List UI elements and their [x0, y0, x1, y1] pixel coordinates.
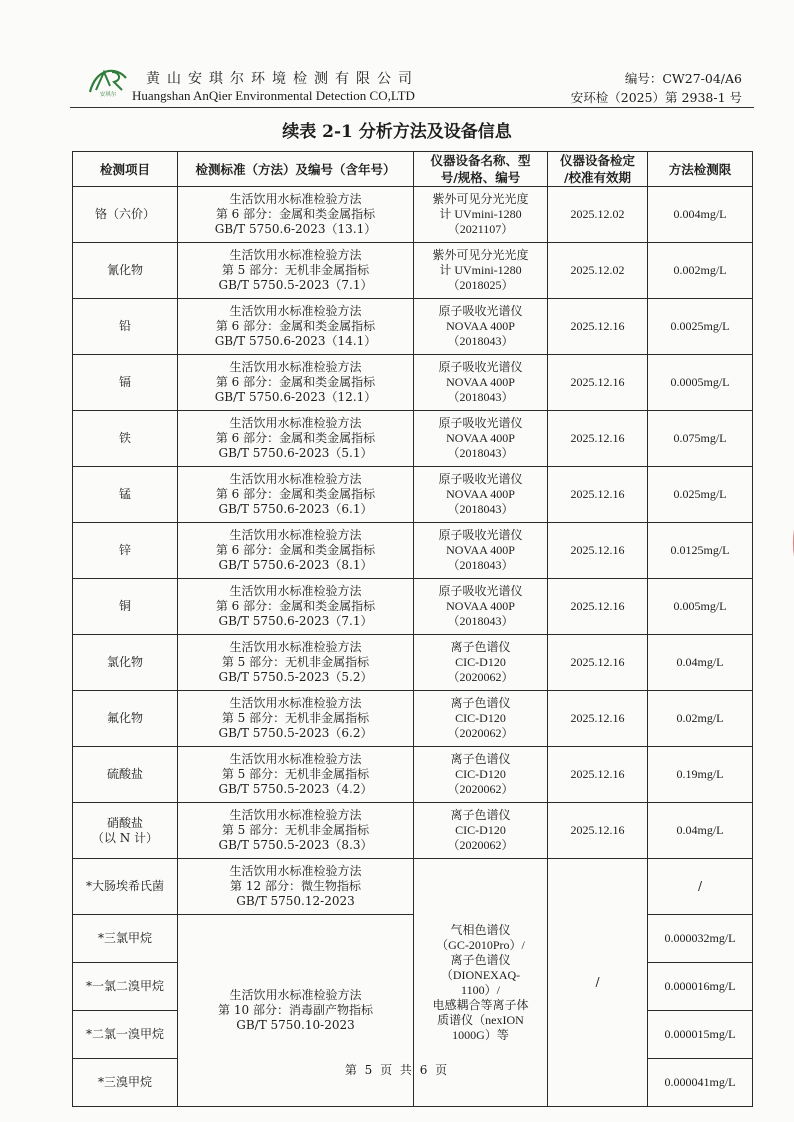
- cell-line: 第 12 部分：微生物指标: [230, 879, 361, 893]
- cell-line: 原子吸收光谱仪: [438, 584, 523, 598]
- svg-text:安琪尔: 安琪尔: [99, 92, 117, 98]
- cell-line: GB/T 5750.6-2023（6.1）: [218, 502, 373, 516]
- cell-line: 生活饮用水标准检验方法: [229, 864, 362, 878]
- cell-line: 第 6 部分：金属和类金属指标: [215, 207, 376, 221]
- cell-limit: 0.04mg/L: [648, 803, 753, 859]
- cell-line: （GC-2010Pro）/: [436, 937, 525, 952]
- table-title: 续表 2-1 分析方法及设备信息: [282, 122, 512, 142]
- cell-line: 第 6 部分：金属和类金属指标: [215, 319, 376, 333]
- cell-line: NOVAA 400P: [446, 319, 515, 333]
- cell-calibration: 2025.12.16: [548, 579, 648, 635]
- table-row: [73, 691, 753, 747]
- header-calibration: [548, 152, 648, 187]
- cell-line: 铜: [118, 599, 131, 613]
- cell-line: NOVAA 400P: [446, 543, 515, 557]
- cell-line: 原子吸收光谱仪: [438, 360, 523, 374]
- cell-instrument: [414, 467, 548, 523]
- cell-line: （2018043）: [447, 558, 514, 572]
- cell-line: CIC-D120: [455, 711, 506, 725]
- cell-line: GB/T 5750.6-2023（13.1）: [214, 222, 377, 236]
- cell-line: 氟化物: [106, 711, 143, 725]
- cell-line: 生活饮用水标准检验方法: [229, 360, 362, 374]
- cell-limit: 0.075mg/L: [648, 411, 753, 467]
- cell-line: NOVAA 400P: [446, 487, 515, 501]
- cell-line: （2018043）: [447, 390, 514, 404]
- header-item: 检测项目: [73, 152, 178, 187]
- company-name-cn: 黄山安琪尔环境检测有限公司: [146, 71, 419, 87]
- cell-line: 第 5 部分：无机非金属指标: [221, 655, 370, 669]
- cell-limit: 0.0025mg/L: [648, 299, 753, 355]
- table-row: [73, 411, 753, 467]
- cell-limit: 0.000041mg/L: [648, 1059, 753, 1107]
- cell-line: 1100）/: [461, 982, 500, 997]
- table-row: [73, 859, 753, 915]
- cell-line: 离子色谱仪: [450, 696, 511, 710]
- table-row: [73, 579, 753, 635]
- cell-line: CIC-D120: [455, 823, 506, 837]
- cell-line: 电感耦合等离子体: [432, 997, 529, 1012]
- cell-line: 原子吸收光谱仪: [438, 416, 523, 430]
- cell-line: 第 5 部分：无机非金属指标: [221, 767, 370, 781]
- cell-line: NOVAA 400P: [446, 431, 515, 445]
- cell-line: （2018043）: [447, 334, 514, 348]
- header-divider: [70, 107, 754, 108]
- cell-line: GB/T 5750.10-2023: [236, 1018, 355, 1032]
- cell-instrument: [414, 187, 548, 243]
- page-footer: 第 5 页 共 6 页: [344, 1063, 450, 1077]
- cell-line: （2018043）: [447, 502, 514, 516]
- cell-item: *大肠埃希氏菌: [73, 859, 178, 915]
- cell-standard: [178, 859, 414, 915]
- cell-instrument: [414, 579, 548, 635]
- cell-limit: 0.000016mg/L: [648, 963, 753, 1011]
- cell-line: GB/T 5750.6-2023（12.1）: [214, 390, 377, 404]
- cell-line: 生活饮用水标准检验方法: [229, 248, 362, 262]
- cell-item: *三溴甲烷: [73, 1059, 178, 1107]
- cell-limit: 0.000032mg/L: [648, 915, 753, 963]
- cell-item: [73, 523, 178, 579]
- table-row: [73, 803, 753, 859]
- table-row: [73, 747, 753, 803]
- cell-line: 硝酸盐: [106, 815, 143, 830]
- cell-line: 仪器设备检定: [559, 153, 635, 168]
- cell-line: 第 5 部分：无机非金属指标: [221, 823, 370, 837]
- cell-line: 第 5 部分：无机非金属指标: [221, 711, 370, 725]
- cell-line: 生活饮用水标准检验方法: [229, 988, 362, 1002]
- cell-line: 原子吸收光谱仪: [438, 472, 523, 486]
- cell-line: 铅: [118, 319, 131, 333]
- cell-line: 离子色谱仪: [450, 640, 511, 654]
- cell-standard: [178, 747, 414, 803]
- cell-standard: [178, 243, 414, 299]
- cell-limit: 0.000015mg/L: [648, 1011, 753, 1059]
- cell-line: 镉: [118, 375, 131, 389]
- page-header: [0, 0, 794, 150]
- cell-standard: [178, 523, 414, 579]
- cell-item: [73, 579, 178, 635]
- cell-line: GB/T 5750.5-2023（4.2）: [218, 782, 373, 796]
- table-row: [73, 355, 753, 411]
- table-row: [73, 243, 753, 299]
- table-row: [73, 915, 753, 963]
- cell-calibration: 2025.12.16: [548, 635, 648, 691]
- cell-item: [73, 355, 178, 411]
- cell-standard: [178, 467, 414, 523]
- cell-instrument: [414, 411, 548, 467]
- table-row: [73, 523, 753, 579]
- report-number: 安环检（2025）第 2938-1 号: [570, 90, 742, 105]
- cell-calibration: 2025.12.02: [548, 187, 648, 243]
- cell-instrument: [414, 691, 548, 747]
- cell-line: CIC-D120: [455, 655, 506, 669]
- cell-line: 氯化物: [106, 655, 143, 669]
- cell-line: 计 UVmini-1280: [439, 207, 522, 221]
- cell-line: GB/T 5750.5-2023（6.2）: [218, 726, 373, 740]
- cell-line: （2020062）: [447, 726, 514, 740]
- cell-limit: 0.0005mg/L: [648, 355, 753, 411]
- cell-line: 气相色谱仪: [450, 922, 511, 937]
- cell-item: [73, 635, 178, 691]
- cell-line: （2020062）: [447, 838, 514, 852]
- cell-calibration: 2025.12.16: [548, 355, 648, 411]
- cell-line: 生活饮用水标准检验方法: [229, 808, 362, 822]
- cell-line: 氰化物: [106, 263, 143, 277]
- cell-instrument: [414, 803, 548, 859]
- cell-line: 原子吸收光谱仪: [438, 304, 523, 318]
- cell-line: 第 10 部分：消毒副产物指标: [218, 1003, 373, 1017]
- cell-item: [73, 691, 178, 747]
- cell-line: 离子色谱仪: [450, 752, 511, 766]
- cell-line: GB/T 5750.5-2023（5.2）: [218, 670, 373, 684]
- cell-item: *二氯一溴甲烷: [73, 1011, 178, 1059]
- table-row: [73, 187, 753, 243]
- cell-line: （2018043）: [447, 614, 514, 628]
- company-name-en: Huangshan AnQier Environmental Detection CO,LTD: [132, 88, 415, 103]
- cell-line: GB/T 5750.5-2023（7.1）: [218, 278, 373, 292]
- cell-instrument: [414, 299, 548, 355]
- cell-line: （以 N 计）: [91, 830, 159, 845]
- cell-standard: [178, 579, 414, 635]
- cell-calibration: 2025.12.16: [548, 691, 648, 747]
- cell-line: NOVAA 400P: [446, 599, 515, 613]
- cell-item: [73, 467, 178, 523]
- header-instrument: [414, 152, 548, 187]
- cell-line: 生活饮用水标准检验方法: [229, 584, 362, 598]
- cell-line: GB/T 5750.12-2023: [236, 894, 355, 908]
- cell-line: 1000G）等: [452, 1027, 509, 1042]
- cell-line: 紫外可见分光光度: [432, 192, 529, 206]
- cell-item: [73, 803, 178, 859]
- cell-line: 生活饮用水标准检验方法: [229, 416, 362, 430]
- cell-line: 原子吸收光谱仪: [438, 528, 523, 542]
- cell-item: [73, 187, 178, 243]
- cell-item: [73, 243, 178, 299]
- cell-item: [73, 747, 178, 803]
- cell-item: [73, 411, 178, 467]
- cell-line: 质谱仪（nexION: [437, 1012, 524, 1027]
- cell-standard: [178, 691, 414, 747]
- cell-standard: [178, 355, 414, 411]
- cell-line: 仪器设备名称、型: [430, 153, 531, 168]
- header-limit: 方法检测限: [648, 152, 753, 187]
- cell-limit: 0.002mg/L: [648, 243, 753, 299]
- cell-line: （2018043）: [447, 446, 514, 460]
- cell-line: 铁: [118, 431, 131, 445]
- cell-line: GB/T 5750.6-2023（8.1）: [218, 558, 373, 572]
- cell-standard: [178, 803, 414, 859]
- company-seal: [748, 455, 794, 630]
- cell-line: 硫酸盐: [106, 767, 143, 781]
- cell-calibration: 2025.12.02: [548, 243, 648, 299]
- cell-limit: 0.005mg/L: [648, 579, 753, 635]
- cell-limit: 0.0125mg/L: [648, 523, 753, 579]
- cell-line: 生活饮用水标准检验方法: [229, 696, 362, 710]
- cell-line: 锰: [118, 487, 131, 501]
- company-logo: [86, 64, 130, 98]
- cell-line: 生活饮用水标准检验方法: [229, 640, 362, 654]
- cell-limit: /: [648, 859, 753, 915]
- cell-calibration: 2025.12.16: [548, 299, 648, 355]
- cell-limit: 0.004mg/L: [648, 187, 753, 243]
- cell-line: /校准有效期: [563, 170, 632, 185]
- cell-line: 铬（六价）: [94, 207, 155, 221]
- cell-instrument: [414, 523, 548, 579]
- analysis-method-table: [72, 151, 753, 1107]
- cell-line: 号/规格、编号: [440, 170, 521, 185]
- cell-line: （2018025）: [447, 278, 514, 292]
- cell-item: [73, 299, 178, 355]
- cell-line: 第 5 部分：无机非金属指标: [221, 263, 370, 277]
- cell-calibration-shared: /: [548, 859, 648, 1107]
- cell-calibration: 2025.12.16: [548, 467, 648, 523]
- cell-standard: [178, 635, 414, 691]
- cell-item: *三氯甲烷: [73, 915, 178, 963]
- cell-instrument: [414, 747, 548, 803]
- cell-line: GB/T 5750.5-2023（8.3）: [218, 838, 373, 852]
- cell-line: （DIONEXAQ-: [440, 967, 521, 982]
- cell-line: （2020062）: [447, 670, 514, 684]
- table-header-row: [73, 152, 753, 187]
- cell-line: 第 6 部分：金属和类金属指标: [215, 543, 376, 557]
- cell-line: 第 6 部分：金属和类金属指标: [215, 487, 376, 501]
- cell-line: 离子色谱仪: [450, 808, 511, 822]
- cell-calibration: 2025.12.16: [548, 803, 648, 859]
- cell-limit: 0.025mg/L: [648, 467, 753, 523]
- cell-line: GB/T 5750.6-2023（14.1）: [214, 334, 377, 348]
- cell-standard: [178, 411, 414, 467]
- cell-calibration: 2025.12.16: [548, 747, 648, 803]
- table-row: [73, 467, 753, 523]
- cell-item: *一氯二溴甲烷: [73, 963, 178, 1011]
- cell-line: 紫外可见分光光度: [432, 248, 529, 262]
- cell-instrument: [414, 243, 548, 299]
- cell-line: （2020062）: [447, 782, 514, 796]
- cell-line: （2021107）: [447, 222, 514, 236]
- cell-line: 计 UVmini-1280: [439, 263, 522, 277]
- cell-line: 第 6 部分：金属和类金属指标: [215, 599, 376, 613]
- cell-line: CIC-D120: [455, 767, 506, 781]
- cell-line: 第 6 部分：金属和类金属指标: [215, 375, 376, 389]
- cell-limit: 0.02mg/L: [648, 691, 753, 747]
- cell-line: 生活饮用水标准检验方法: [229, 472, 362, 486]
- cell-line: GB/T 5750.6-2023（7.1）: [218, 614, 373, 628]
- cell-standard: [178, 299, 414, 355]
- cell-line: 生活饮用水标准检验方法: [229, 752, 362, 766]
- cell-line: 离子色谱仪: [450, 952, 511, 967]
- cell-line: 锌: [118, 543, 131, 557]
- cell-line: 生活饮用水标准检验方法: [229, 528, 362, 542]
- cell-calibration: 2025.12.16: [548, 411, 648, 467]
- cell-limit: 0.19mg/L: [648, 747, 753, 803]
- document-code: 编号：CW27-04/A6: [624, 71, 742, 86]
- header-standard: 检测标准（方法）及编号（含年号）: [178, 152, 414, 187]
- table-row: [73, 299, 753, 355]
- cell-limit: 0.04mg/L: [648, 635, 753, 691]
- cell-line: 生活饮用水标准检验方法: [229, 192, 362, 206]
- cell-line: 第 6 部分：金属和类金属指标: [215, 431, 376, 445]
- cell-calibration: 2025.12.16: [548, 523, 648, 579]
- cell-line: GB/T 5750.6-2023（5.1）: [218, 446, 373, 460]
- cell-instrument: [414, 635, 548, 691]
- table-row: [73, 635, 753, 691]
- cell-instrument: [414, 355, 548, 411]
- cell-line: NOVAA 400P: [446, 375, 515, 389]
- cell-standard: [178, 187, 414, 243]
- cell-line: 生活饮用水标准检验方法: [229, 304, 362, 318]
